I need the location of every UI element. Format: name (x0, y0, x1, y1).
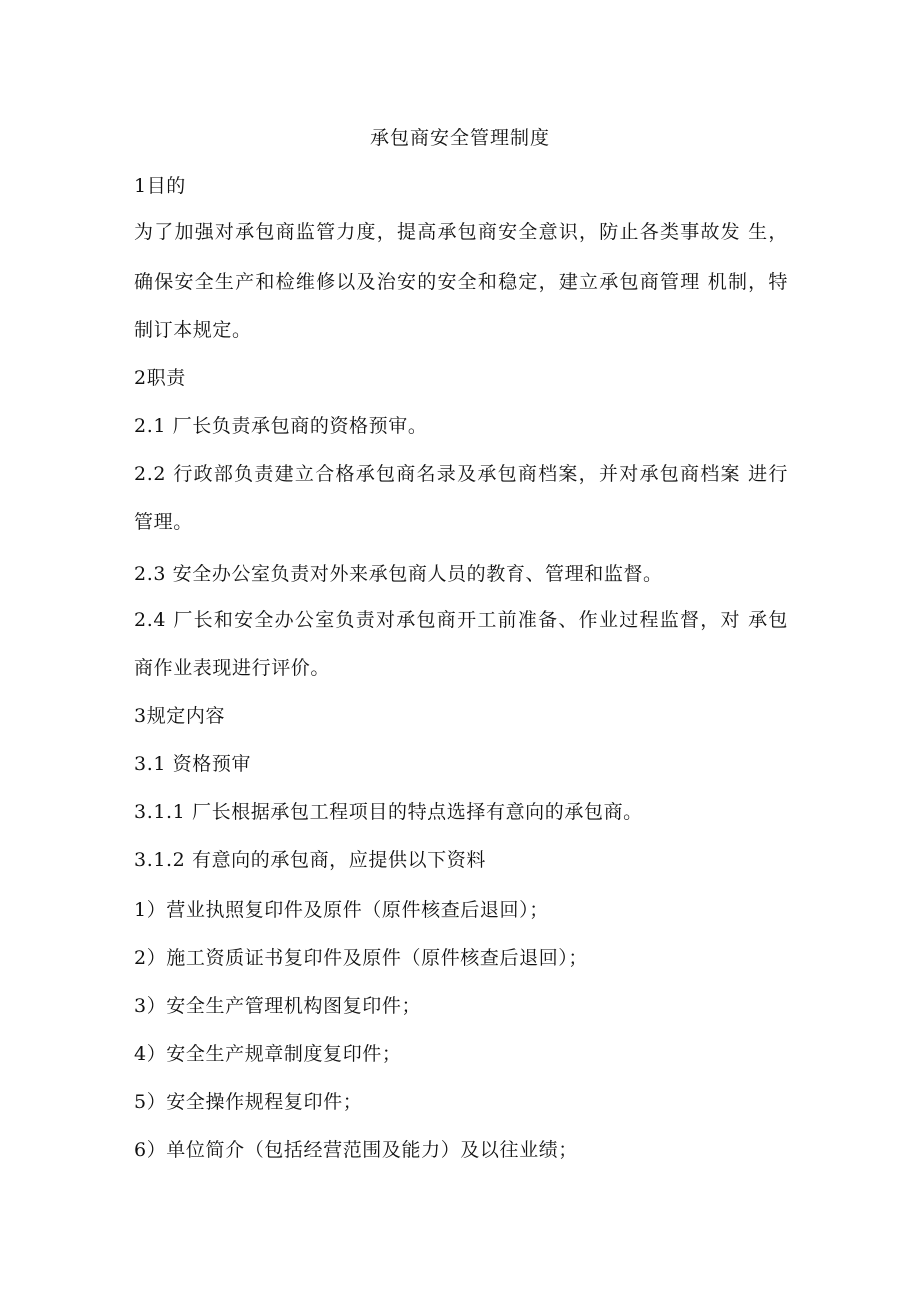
clause-line: 2.1 厂长负责承包商的资格预审。 (134, 415, 428, 437)
section-heading-purpose: 1目的 (134, 175, 186, 197)
list-item: 4）安全生产规章制度复印件； (134, 1043, 402, 1065)
list-item: 1）营业执照复印件及原件（原件核查后退回）； (134, 899, 549, 921)
section-heading-duties: 2职责 (134, 367, 186, 389)
list-item: 5）安全操作规程复印件； (134, 1091, 363, 1113)
section-heading-rules: 3规定内容 (134, 705, 226, 727)
clause-line: 2.2 行政部负责建立合格承包商名录及承包商档案，并对承包商档案 进行 (134, 463, 789, 485)
paragraph-line: 确保安全生产和检维修以及治安的安全和稳定，建立承包商管理 机制，特 (134, 271, 788, 293)
clause-line: 2.3 安全办公室负责对外来承包商人员的教育、管理和监督。 (134, 563, 663, 585)
clause-line: 商作业表现进行评价。 (134, 657, 331, 679)
list-item: 6）单位简介（包括经营范围及能力）及以往业绩； (134, 1139, 578, 1161)
list-item: 3）安全生产管理机构图复印件； (134, 995, 422, 1017)
clause-line: 3.1 资格预审 (134, 753, 252, 775)
list-item: 2）施工资质证书复印件及原件（原件核查后退回）； (134, 947, 588, 969)
paragraph-line: 为了加强对承包商监管力度，提高承包商安全意识，防止各类事故发 生， (134, 221, 788, 243)
paragraph-line: 制订本规定。 (134, 319, 252, 341)
clause-line: 3.1.1 厂长根据承包工程项目的特点选择有意向的承包商。 (134, 801, 643, 823)
clause-line: 3.1.2 有意向的承包商，应提供以下资料 (134, 849, 486, 871)
clause-line: 管理。 (134, 511, 193, 533)
clause-line: 2.4 厂长和安全办公室负责对承包商开工前准备、作业过程监督，对 承包 (134, 609, 789, 631)
document-title: 承包商安全管理制度 (369, 127, 550, 149)
